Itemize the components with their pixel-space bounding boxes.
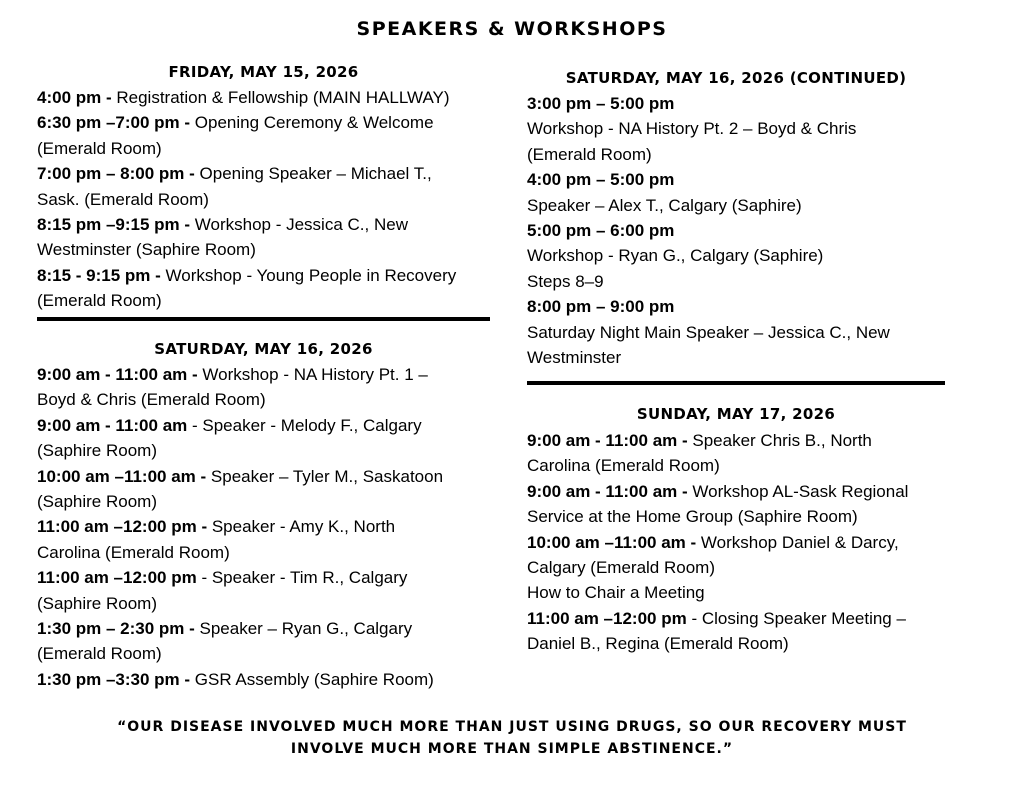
event-text: (Emerald Room) — [37, 138, 162, 158]
schedule-line — [37, 413, 490, 438]
time-range: 11:00 am –12:00 pm — [527, 608, 687, 628]
event-text: Carolina (Emerald Room) — [37, 542, 230, 562]
time-range: 3:00 pm – 5:00 pm — [527, 94, 675, 113]
schedule-line — [37, 85, 490, 110]
schedule-line — [527, 479, 945, 504]
sunday-heading: SUNDAY, MAY 17, 2026 — [636, 405, 836, 423]
event-text: Speaker – Alex T., Calgary (Saphire) — [527, 195, 802, 215]
quote-line: “OUR DISEASE INVOLVED MUCH MORE THAN JUST USING DRUGS, SO OUR RECOVERY MUST — [117, 719, 907, 735]
schedule-line — [527, 218, 945, 243]
event-text: Steps 8–9 — [527, 271, 604, 291]
time-range: 10:00 am –11:00 am - — [527, 532, 701, 552]
friday-schedule — [37, 85, 490, 314]
time-range: 6:30 pm –7:00 pm - — [37, 113, 195, 133]
event-text: (Saphire Room) — [37, 441, 157, 461]
event-text: Workshop - NA History Pt. 2 – Boyd & Chris — [527, 119, 857, 139]
time-range: 8:00 pm – 9:00 pm — [527, 297, 675, 317]
schedule-line — [37, 288, 490, 313]
event-text: (Emerald Room) — [527, 144, 652, 164]
schedule-line — [527, 142, 945, 167]
friday-heading: FRIDAY, MAY 15, 2026 — [168, 63, 359, 81]
schedule-line — [37, 212, 490, 237]
quote-line: INVOLVE MUCH MORE THAN SIMPLE ABSTINENCE.” — [290, 741, 734, 757]
time-range: 1:30 pm – 2:30 pm - — [37, 619, 200, 639]
schedule-line — [37, 489, 490, 514]
event-text: Speaker - Amy K., North — [211, 517, 396, 537]
section-divider — [37, 317, 490, 321]
saturday-continued-heading: SATURDAY, MAY 16, 2026 (CONTINUED) — [565, 69, 907, 87]
event-text: Speaker – Tyler M., Saskatoon — [210, 466, 444, 486]
schedule-line — [527, 606, 945, 631]
time-range: 11:00 am –12:00 pm - — [37, 517, 212, 537]
event-text: (Emerald Room) — [37, 291, 162, 311]
event-text: Workshop - Jessica C., New — [194, 215, 408, 235]
time-range: 9:00 am - 11:00 am - — [37, 365, 203, 384]
saturday-heading: SATURDAY, MAY 16, 2026 — [154, 340, 373, 358]
schedule-line — [37, 110, 490, 135]
schedule-line — [37, 136, 490, 161]
event-text: - Closing Speaker Meeting – — [686, 608, 906, 628]
event-text: Workshop - Ryan G., Calgary (Saphire) — [527, 246, 824, 266]
event-text: How to Chair a Meeting — [527, 583, 705, 603]
event-text: Workshop Daniel & Darcy, — [700, 532, 899, 552]
schedule-line — [37, 237, 490, 262]
event-text: Westminster — [527, 348, 622, 368]
time-range: 1:30 pm –3:30 pm - — [37, 669, 195, 689]
schedule-line — [527, 116, 945, 141]
event-text: Workshop - Young People in Recovery — [165, 265, 457, 285]
time-range: 7:00 pm – 8:00 pm - — [37, 164, 200, 184]
event-text: (Emerald Room) — [37, 644, 162, 664]
schedule-line — [527, 193, 945, 218]
schedule-line — [37, 464, 490, 489]
saturday-continued-schedule — [527, 91, 945, 370]
schedule-line — [37, 591, 490, 616]
schedule-line — [37, 565, 490, 590]
event-text: Workshop AL-Sask Regional — [692, 481, 909, 501]
time-range: 8:15 - 9:15 pm - — [37, 265, 166, 285]
event-text: Opening Speaker – Michael T., — [199, 164, 432, 184]
schedule-line — [37, 362, 490, 387]
section-divider — [527, 381, 945, 385]
event-text: Daniel B., Regina (Emerald Room) — [527, 634, 789, 654]
event-text: Calgary (Emerald Room) — [527, 558, 715, 578]
event-text: Westminster (Saphire Room) — [37, 240, 256, 260]
schedule-line — [527, 555, 945, 580]
event-text: (Saphire Room) — [37, 593, 157, 613]
time-range: 5:00 pm – 6:00 pm — [527, 221, 675, 241]
schedule-line — [37, 641, 490, 666]
page-title: SPEAKERS & WORKSHOPS — [356, 18, 668, 40]
time-range: 8:15 pm –9:15 pm - — [37, 215, 195, 235]
schedule-line — [37, 616, 490, 641]
schedule-line — [37, 387, 490, 412]
schedule-line — [37, 514, 490, 539]
schedule-line — [37, 667, 490, 692]
schedule-line — [527, 320, 945, 345]
schedule-line — [527, 294, 945, 319]
event-text: Speaker – Ryan G., Calgary — [199, 619, 413, 639]
event-text: Opening Ceremony & Welcome — [194, 113, 434, 133]
event-text: Boyd & Chris (Emerald Room) — [37, 390, 266, 410]
schedule-line — [37, 540, 490, 565]
event-text: Registration & Fellowship (MAIN HALLWAY) — [116, 88, 450, 107]
schedule-line — [527, 631, 945, 656]
saturday-schedule — [37, 362, 490, 692]
time-range: 9:00 am - 11:00 am - — [527, 481, 693, 501]
event-text: Speaker Chris B., North — [692, 431, 872, 450]
schedule-line — [37, 187, 490, 212]
schedule-line — [527, 530, 945, 555]
event-text: Carolina (Emerald Room) — [527, 456, 720, 476]
schedule-line — [37, 263, 490, 288]
schedule-line — [37, 438, 490, 463]
time-range: 4:00 pm – 5:00 pm — [527, 170, 675, 190]
time-range: 10:00 am –11:00 am - — [37, 466, 211, 486]
event-text: (Saphire Room) — [37, 492, 157, 512]
event-text: Service at the Home Group (Saphire Room) — [527, 507, 858, 527]
event-text: Sask. (Emerald Room) — [37, 189, 209, 209]
schedule-line — [527, 269, 945, 294]
schedule-line — [527, 243, 945, 268]
sunday-schedule — [527, 428, 945, 657]
time-range: 4:00 pm - — [37, 88, 117, 107]
schedule-line — [527, 167, 945, 192]
schedule-line — [527, 345, 945, 370]
time-range: 11:00 am –12:00 pm — [37, 568, 197, 588]
time-range: 9:00 am - 11:00 am — [37, 415, 188, 435]
schedule-line — [527, 504, 945, 529]
event-text: - Speaker - Tim R., Calgary — [196, 568, 408, 588]
event-text: Saturday Night Main Speaker – Jessica C., New — [527, 322, 890, 342]
event-text: GSR Assembly (Saphire Room) — [194, 669, 434, 689]
event-text: - Speaker - Melody F., Calgary — [187, 415, 422, 435]
event-text: Workshop - NA History Pt. 1 – — [202, 365, 428, 384]
schedule-line — [527, 453, 945, 478]
schedule-line — [527, 428, 945, 453]
closing-quote — [0, 716, 1024, 760]
time-range: 9:00 am - 11:00 am - — [527, 431, 693, 450]
schedule-line — [527, 580, 945, 605]
schedule-line — [37, 161, 490, 186]
schedule-line — [527, 91, 945, 116]
